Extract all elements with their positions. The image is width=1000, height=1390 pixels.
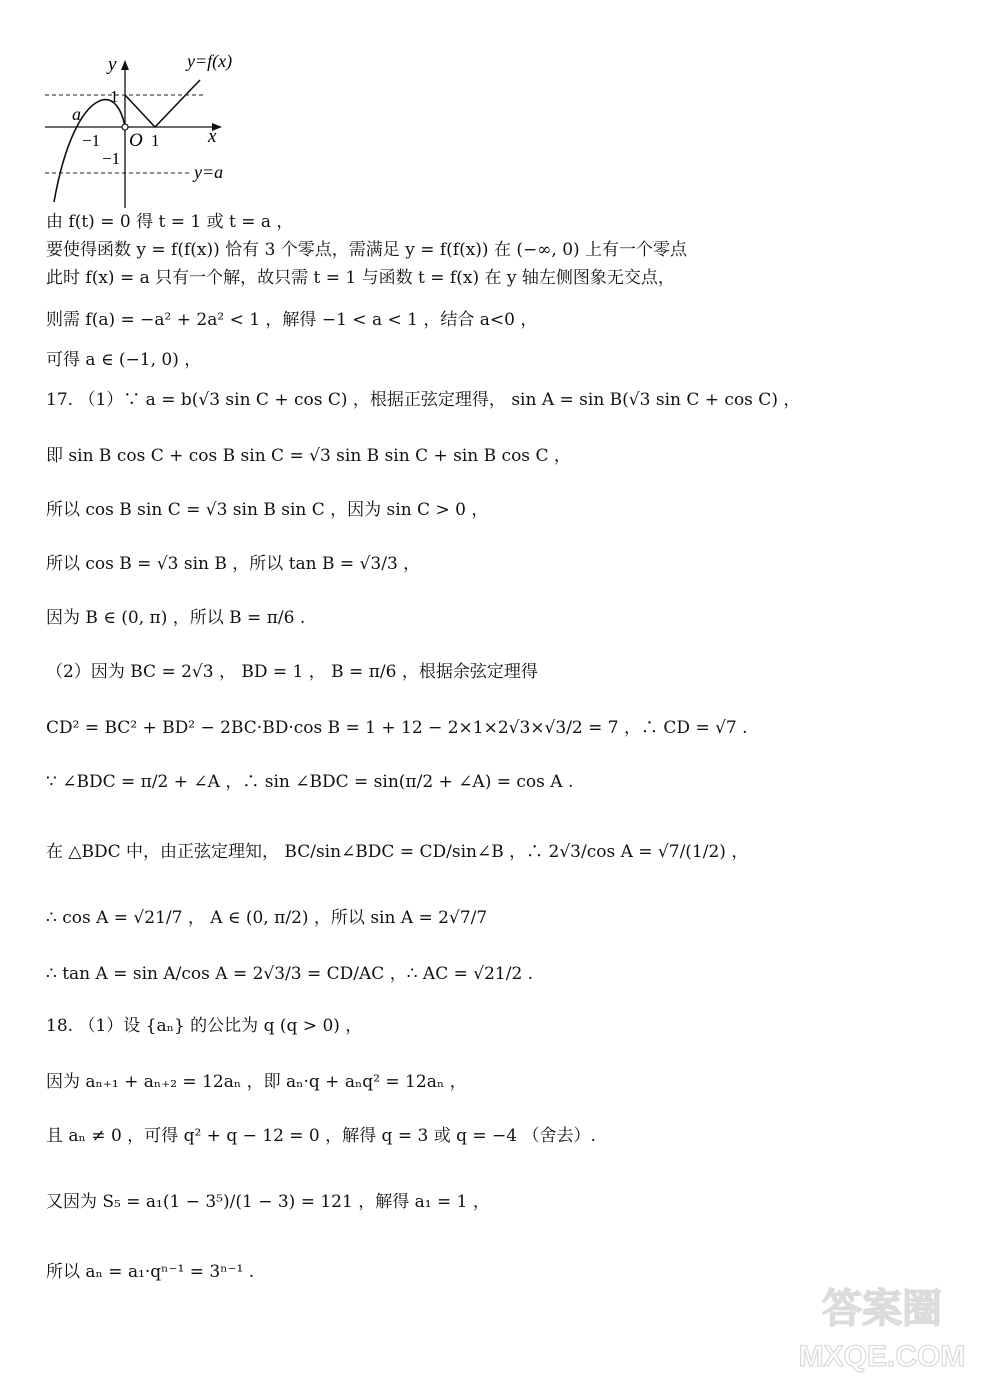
text-line-13: ∵ ∠BDC = π/2 + ∠A ，∴ sin ∠BDC = sin(π/2 + ∠A) = cos A . xyxy=(46,772,574,792)
function-graph xyxy=(40,40,255,215)
label-ya: y=a xyxy=(194,162,224,182)
text-line-9: 所以 cos B = √3 sin B ，所以 tan B = √3/3 ， xyxy=(46,554,421,574)
label-neg1-x: −1 xyxy=(82,131,101,150)
label-one-y: 1 xyxy=(110,87,119,106)
text-line-18: 因为 aₙ₊₁ + aₙ₊₂ = 12aₙ ，即 aₙ·q + aₙq² = 12aₙ ， xyxy=(46,1072,467,1092)
open-point xyxy=(122,124,128,130)
label-y: y xyxy=(108,54,117,75)
text-line-16: ∴ tan A = sin A/cos A = 2√3/3 = CD/AC ，∴ AC = √21/2 . xyxy=(46,964,534,984)
y-axis-arrow xyxy=(121,60,129,70)
problem-17-part1: 17. （1）∵ a = b(√3 sin C + cos C) ，根据正弦定理得， sin A = sin B(√3 sin C + cos C) ， xyxy=(46,390,801,410)
text-line-5: 可得 a ∈ (−1, 0) ， xyxy=(46,350,202,370)
text-line-2: 要使得函数 y = f(f(x)) 恰有 3 个零点，需满足 y = f(f(x)) 在 (−∞, 0) 上有一个零点 xyxy=(46,240,688,260)
text-line-21: 所以 aₙ = a₁·qⁿ⁻¹ = 3ⁿ⁻¹ . xyxy=(46,1262,255,1282)
text-line-4: 则需 f(a) = −a² + 2a² < 1 ，解得 −1 < a < 1 ，结合 a<0 ， xyxy=(46,310,538,330)
watermark-logo xyxy=(782,1282,982,1374)
text-line-20: 又因为 S₅ = a₁(1 − 3⁵)/(1 − 3) = 121 ，解得 a₁ = 1 ， xyxy=(46,1192,490,1212)
problem-17-part2: （2）因为 BC = 2√3 ， BD = 1 ， B = π/6 ，根据余弦定理得 xyxy=(46,662,538,682)
text-line-8: 所以 cos B sin C = √3 sin B sin C ，因为 sin C > 0 ， xyxy=(46,500,489,520)
text-line-1: 由 f(t) = 0 得 t = 1 或 t = a ， xyxy=(46,212,294,232)
text-line-12: CD² = BC² + BD² − 2BC·BD·cos B = 1 + 12 − 2×1×2√3×√3/2 = 7 ，∴ CD = √7 . xyxy=(46,718,748,738)
problem-18-part1: 18. （1）设 {aₙ} 的公比为 q (q > 0) ， xyxy=(46,1016,363,1036)
text-line-7: 即 sin B cos C + cos B sin C = √3 sin B sin C + sin B cos C ， xyxy=(46,446,571,466)
text-line-10: 因为 B ∈ (0, π) ，所以 B = π/6 . xyxy=(46,608,306,628)
curve-right xyxy=(125,80,200,127)
text-line-14: 在 △BDC 中，由正弦定理知， BC/sin∠BDC = CD/sin∠B ，∴ 2√3/cos A = √7/(1/2) ， xyxy=(46,842,749,862)
text-line-3: 此时 f(x) = a 只有一个解，故只需 t = 1 与函数 t = f(x) 在 y 轴左侧图象无交点， xyxy=(46,268,675,288)
label-a: a xyxy=(72,104,81,124)
label-x: x xyxy=(208,126,217,147)
label-one-x: 1 xyxy=(151,131,160,150)
watermark-site: MXQE.COM xyxy=(798,1340,966,1373)
label-neg1-y: −1 xyxy=(102,149,121,168)
watermark-title: 答案圈 xyxy=(822,1287,942,1331)
text-line-15: ∴ cos A = √21/7 ， A ∈ (0, π/2) ，所以 sin A = 2√7/7 xyxy=(46,908,488,928)
label-origin: O xyxy=(129,130,143,151)
label-fx: y=f(x) xyxy=(187,51,233,71)
text-line-19: 且 aₙ ≠ 0 ，可得 q² + q − 12 = 0 ，解得 q = 3 或 q = −4 （舍去）. xyxy=(46,1126,596,1146)
